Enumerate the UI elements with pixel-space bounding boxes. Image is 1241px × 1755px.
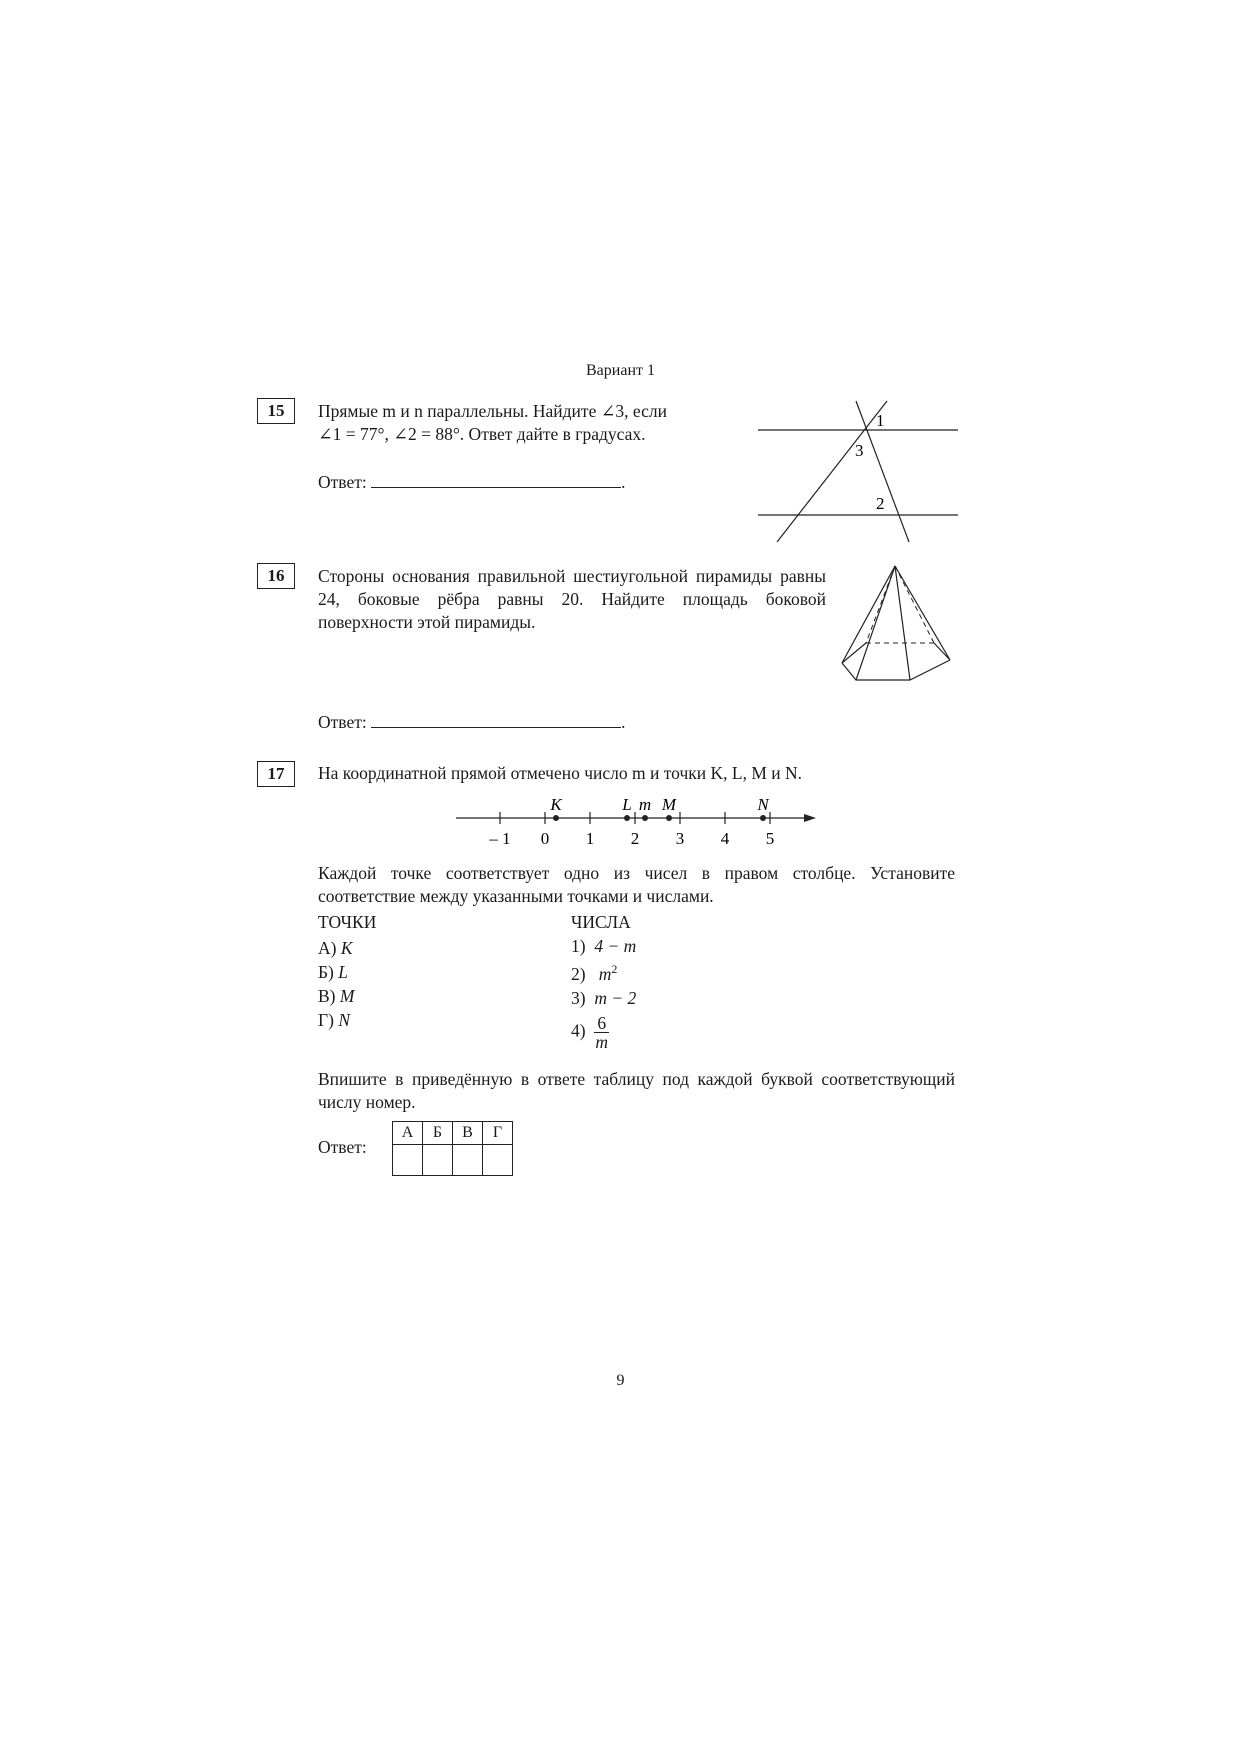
point-item-a: А) K [318, 938, 353, 958]
angle-label-1: 1 [876, 411, 885, 430]
option-4: 4) $\frac{6}{m}$ [571, 1013, 609, 1052]
points-list [318, 936, 354, 1032]
task-15-line2: ∠1 = 77°, ∠2 = 88°. Ответ дайте в градусах. [318, 424, 646, 444]
task-17-intro: На координатной прямой отмечено число m и точки K, L, M и N. [318, 763, 803, 783]
tick-label: 5 [765, 829, 775, 848]
point-N [760, 815, 766, 821]
tick-label: 0 [540, 829, 550, 848]
answer-header-b: Б [423, 1122, 453, 1145]
answer-cell-v[interactable] [453, 1145, 483, 1176]
task-15-answer: Ответ: . [318, 472, 626, 492]
numbers-header: ЧИСЛА [571, 912, 631, 932]
tick-label: – 1 [489, 829, 511, 848]
task-17-write-instruction: Впишите в приведённую в ответе таблицу под каждой буквой соответствующий числу номер. [318, 1069, 955, 1112]
tick-label: 1 [585, 829, 595, 848]
tick-label: 2 [630, 829, 640, 848]
point-label-N: N [757, 795, 769, 814]
page-number: 9 [616, 1372, 625, 1389]
point-m [642, 815, 648, 821]
point-item-v: В) M [318, 986, 355, 1006]
tick-label: 4 [720, 829, 730, 848]
axis-arrow [804, 814, 816, 822]
task-15-line1: Прямые m и n параллельны. Найдите ∠3, если [318, 401, 667, 421]
option-2: 2) $m^2$ [571, 962, 618, 984]
point-item-g: Г) N [318, 1010, 351, 1030]
task-15-number: 15 [257, 398, 295, 424]
answer-label: Ответ: [318, 472, 367, 492]
task-17-instruction: Каждой точке соответствует одно из чисел в правом столбце. Установите соответствие между указанными точками и числами. [318, 863, 955, 906]
point-label-K: K [550, 795, 562, 814]
answer-header-v: В [453, 1122, 483, 1145]
answer-cell-b[interactable] [423, 1145, 453, 1176]
point-M [666, 815, 672, 821]
answer-table [392, 1121, 513, 1176]
page-header: Вариант 1 [586, 362, 655, 379]
tick-label: 3 [675, 829, 685, 848]
answer-header-g: Г [483, 1122, 513, 1145]
option-3: 3) m − 2 [571, 988, 637, 1008]
task-17-answer-label: Ответ: [318, 1137, 367, 1157]
point-K [553, 815, 559, 821]
point-label-L: L [622, 795, 632, 814]
option-1: 1) 4 − m [571, 936, 637, 956]
point-L [624, 815, 630, 821]
task-17-number: 17 [257, 761, 295, 787]
answer-label: Ответ: [318, 712, 367, 732]
task-16-answer: Ответ: . [318, 712, 626, 732]
angle-label-3: 3 [855, 441, 864, 460]
answer-header-a: А [393, 1122, 423, 1145]
point-item-b: Б) L [318, 962, 348, 982]
numbers-list [571, 936, 636, 1051]
points-header: ТОЧКИ [318, 912, 377, 932]
answer-cell-a[interactable] [393, 1145, 423, 1176]
point-label-M: M [661, 795, 677, 814]
point-label-m: m [638, 795, 652, 814]
task-16-number: 16 [257, 563, 295, 589]
fraction: $\frac{6}{m}$ [595, 1013, 609, 1052]
angle-label-2: 2 [876, 494, 885, 513]
task-16-text: Стороны основания правильной шестиугольной пирамиды равны 24, боковые рёбра равны 20. Найдите площадь боковой поверхности этой пирамиды. [318, 566, 826, 632]
answer-cell-g[interactable] [483, 1145, 513, 1176]
